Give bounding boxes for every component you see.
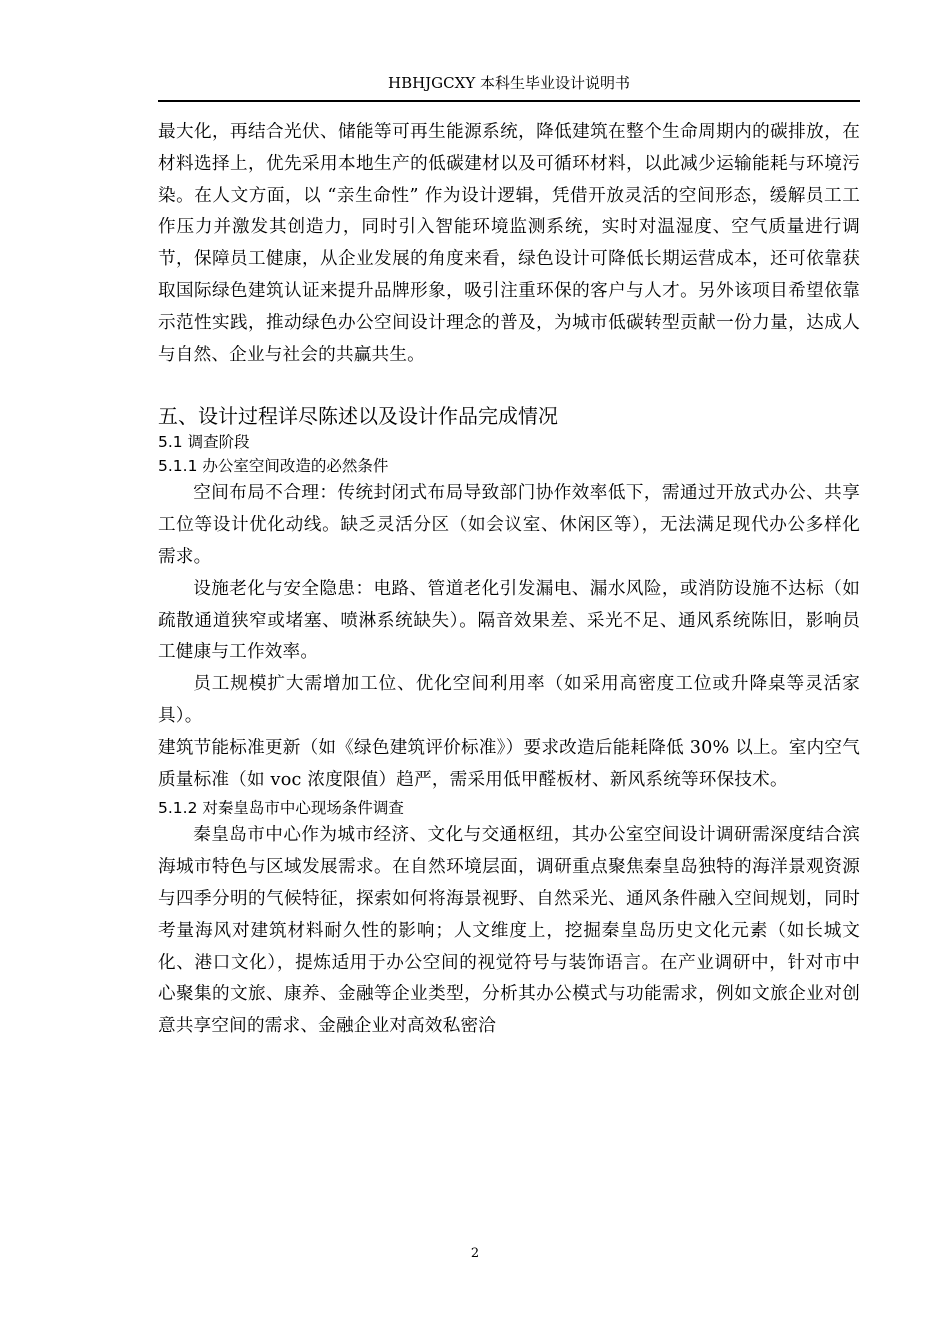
paragraph-staff: 员工规模扩大需增加工位、优化空间利用率（如采用高密度工位或升降桌等灵活家具）。 [158,674,860,726]
subsection-heading-5-1: 5.1 调查阶段 [158,433,250,452]
paragraph-standards: 建筑节能标准更新（如《绿色建筑评价标准》）要求改造后能耗降低 30% 以上。室内空气质量标准（如 voc 浓度限值）趋严，需采用低甲醛板材、新风系统等环保技术。 [158,737,860,790]
paragraph-site-survey: 秦皇岛市中心作为城市经济、文化与交通枢纽，其办公室空间设计调研需深度结合滨海城市特色与区域发展需求。在自然环境层面，调研重点聚焦秦皇岛独特的海洋景观资源与四季分明的气候特征，探索如何将海景视野、自然采光、通风条件融入空间规划，同时考量海风对建筑材料耐久性的影响；人文维度上，挖掘秦皇岛历史文化元素（如长城文化、港口文化），提炼适用于办公空间的视觉符号与装饰语言。在产业调研中，针对市中心聚集的文旅、康养、金融等企业类型，分析其办公模式与功能需求，例如文旅企业对创意共享空间的需求、金融企业对高效私密洽 [158,825,860,1037]
page-body [158,117,860,1043]
intro-paragraph: 最大化，再结合光伏、储能等可再生能源系统，降低建筑在整个生命周期内的碳排放，在材料选择上，优先采用本地生产的低碳建材以及可循环材料，以此减少运输能耗与环境污染。在人文方面，以 “亲生命性” 作为设计逻辑，凭借开放灵活的空间形态，缓解员工工作压力并激发其创造力，同时引入智能环境监测系统，实时对温湿度、空气质量进行调节，保障员工健康，从企业发展的角度来看，绿色设计可降低长期运营成本，还可依靠获取国际绿色建筑认证来提升品牌形象，吸引注重环保的客户与人才。另外该项目希望依靠示范性实践，推动绿色办公空间设计理念的普及，为城市低碳转型贡献一份力量，达成人与自然、企业与社会的共赢共生。 [158,122,860,365]
subsection-heading-5-1-1: 5.1.1 办公室空间改造的必然条件 [158,457,389,476]
paragraph-layout: 空间布局不合理：传统封闭式布局导致部门协作效率低下，需通过开放式办公、共享工位等设计优化动线。缺乏灵活分区（如会议室、休闲区等），无法满足现代办公多样化需求。 [158,483,860,567]
page-number: 2 [470,1246,480,1261]
running-header: HBHJGCXY 本科生毕业设计说明书 [387,74,630,92]
section-heading: 五、设计过程详尽陈述以及设计作品完成情况 [158,404,558,429]
header-divider [158,100,860,102]
subsection-heading-5-1-2: 5.1.2 对秦皇岛市中心现场条件调查 [158,799,404,818]
paragraph-facilities: 设施老化与安全隐患：电路、管道老化引发漏电、漏水风险，或消防设施不达标（如疏散通道狭窄或堵塞、喷淋系统缺失）。隔音效果差、采光不足、通风系统陈旧，影响员工健康与工作效率。 [158,578,860,663]
